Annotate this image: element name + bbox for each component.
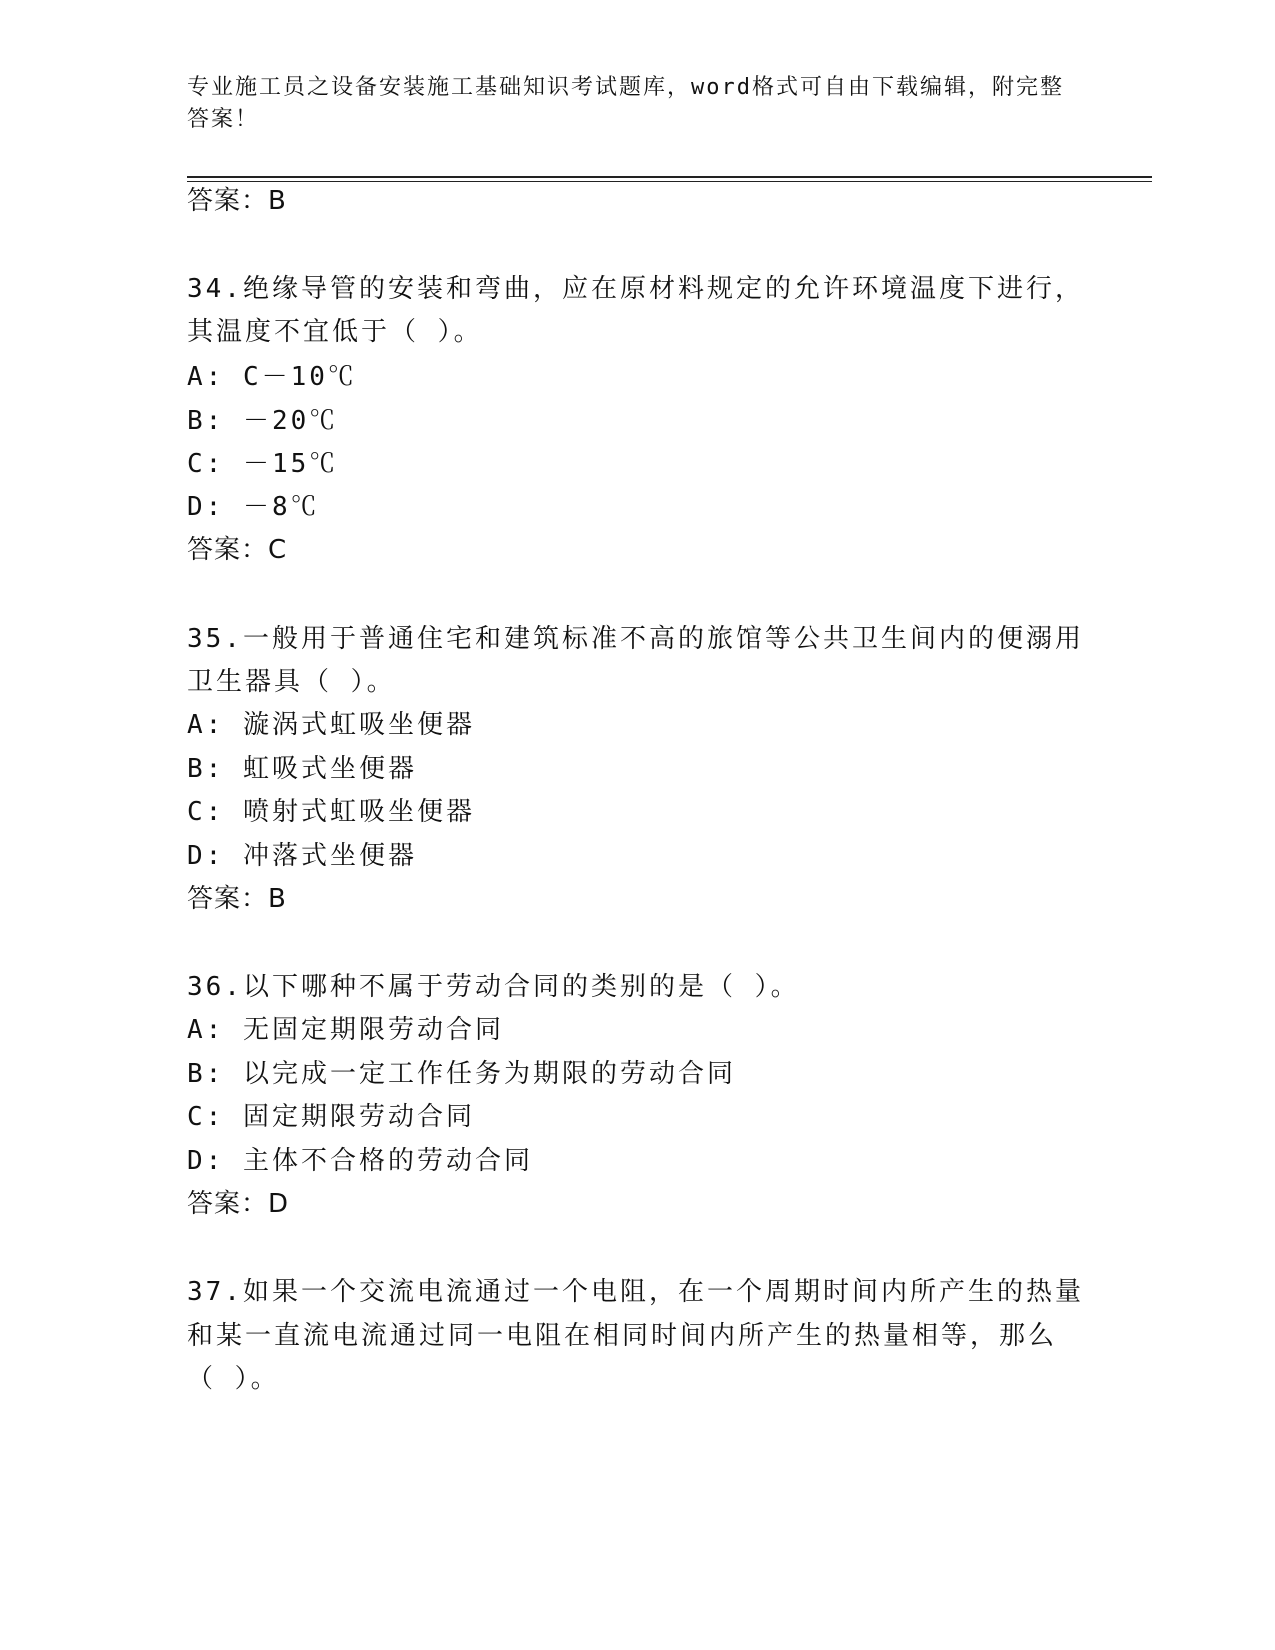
question-37-line-2: 和某一直流电流通过同一电阻在相同时间内所产生的热量相等，那么 bbox=[187, 1321, 1058, 1351]
answer-previous: 答案：B bbox=[187, 186, 287, 216]
question-34-option-b: B: －20℃ bbox=[187, 406, 339, 436]
document-header: 专业施工员之设备安装施工基础知识考试题库，word格式可自由下载编辑，附完整答案！ bbox=[187, 75, 1064, 132]
question-34-option-a: A: C－10℃ bbox=[187, 362, 357, 392]
question-35-option-a: A: 漩涡式虹吸坐便器 bbox=[187, 710, 475, 740]
question-34-line-2: 其温度不宜低于（ ）。 bbox=[187, 317, 483, 347]
question-36-option-d: D: 主体不合格的劳动合同 bbox=[187, 1146, 533, 1176]
question-35-option-d: D: 冲落式坐便器 bbox=[187, 841, 417, 871]
question-36-answer: 答案：D bbox=[187, 1189, 290, 1219]
question-37-line-1: 37.如果一个交流电流通过一个电阻，在一个周期时间内所产生的热量 bbox=[187, 1277, 1084, 1307]
question-34-answer: 答案：C bbox=[187, 535, 288, 565]
question-35-option-c: C: 喷射式虹吸坐便器 bbox=[187, 797, 475, 827]
question-35-line-2: 卫生器具（ ）。 bbox=[187, 667, 396, 697]
question-35-answer: 答案：B bbox=[187, 884, 287, 914]
question-34-option-d: D: －8℃ bbox=[187, 492, 320, 522]
question-36-option-b: B: 以完成一定工作任务为期限的劳动合同 bbox=[187, 1059, 736, 1089]
question-36-option-c: C: 固定期限劳动合同 bbox=[187, 1102, 475, 1132]
header-divider bbox=[187, 176, 1152, 182]
question-35-line-1: 35.一般用于普通住宅和建筑标准不高的旅馆等公共卫生间内的便溺用 bbox=[187, 624, 1084, 654]
question-34-line-1: 34.绝缘导管的安装和弯曲，应在原材料规定的允许环境温度下进行， bbox=[187, 274, 1084, 304]
question-36-line-1: 36.以下哪种不属于劳动合同的类别的是（ ）。 bbox=[187, 972, 800, 1002]
question-36-option-a: A: 无固定期限劳动合同 bbox=[187, 1015, 504, 1045]
question-35-option-b: B: 虹吸式坐便器 bbox=[187, 754, 417, 784]
question-37-line-3: （ ）。 bbox=[187, 1364, 280, 1394]
question-34-option-c: C: －15℃ bbox=[187, 449, 339, 479]
